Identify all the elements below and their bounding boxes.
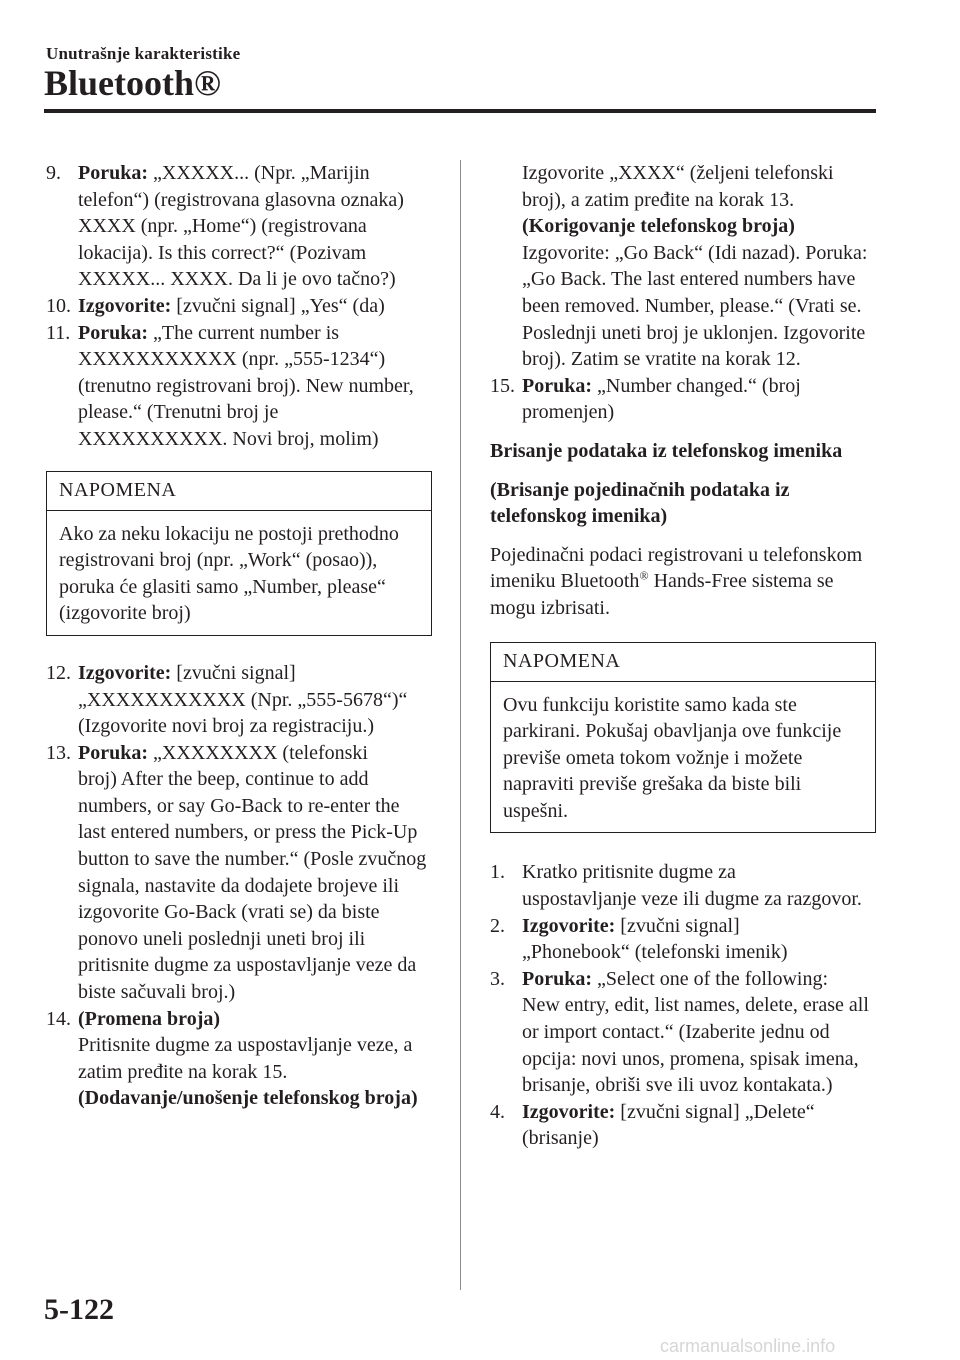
step-11	[46, 320, 432, 347]
note-box	[490, 642, 876, 834]
step-label: Izgovorite:	[78, 661, 172, 684]
registered-mark: ®	[639, 568, 649, 583]
step-text: „The current number is	[148, 321, 340, 344]
step-12-continuation: „XXXXXXXXXXX (Npr. „555-5678“)“ (Izgovorite novi broj za registraciju.)	[78, 688, 408, 738]
step-text: „XXXXX... (Npr. „Marijin	[148, 162, 370, 184]
step-label: (Promena broja)	[78, 1007, 221, 1030]
step-14-continuation: Pritisnite dugme za uspostavljanje veze, a zatim pređite na korak 15.	[78, 1034, 413, 1083]
step-12	[46, 660, 432, 687]
step-number: 3.	[490, 967, 505, 990]
step-number: 9.	[46, 162, 61, 184]
right-column	[490, 160, 876, 1152]
step-15	[490, 373, 876, 400]
step-text: [zvučni signal] „Yes“ (da)	[171, 294, 385, 317]
step-13-continuation: broj) After the beep, continue to add numbers, or say Go-Back to re-enter the last entered numbers, or press the Pick-Up button to save the number.“ (Posle zvučnog signala, nastavite da dodajete brojeve ili izgovorite Go-Back (vrati se) da biste ponovo uneli poslednji uneti broj ili pritisnite dugme za uspostavljanje veze da biste sačuvali broj.)	[78, 768, 427, 1004]
step-text: „Select one of the following:	[592, 967, 829, 990]
step-text: „Number changed.“ (broj	[592, 374, 801, 397]
note-body: Ovu funkciju koristite samo kada ste parkirani. Pokušaj obavljanja ove funkcije previše ometa tokom vožnje i možete napraviti previše grešaka da biste bili uspešni.	[503, 693, 842, 822]
step-number: 4.	[490, 1100, 505, 1123]
step-label: Izgovorite:	[522, 914, 616, 937]
left-column	[46, 160, 432, 1112]
page-title: Bluetooth®	[44, 63, 221, 103]
step-number: 15.	[490, 374, 515, 397]
step-1	[490, 859, 876, 886]
note-body: Ako za neku lokaciju ne postoji prethodno registrovani broj (npr. „Work“ (posao)), poruka će glasiti samo „Number, please“ (izgovorite broj)	[59, 522, 399, 625]
step-text: [zvučni signal] „Delete“	[615, 1100, 815, 1123]
intro-paragraph	[490, 542, 876, 622]
watermark: carmanualsonline.info	[660, 1336, 836, 1356]
step-text: Kratko pritisnite dugme za	[522, 861, 736, 884]
step-label: Poruka:	[78, 162, 148, 184]
subsection-heading: (Brisanje pojedinačnih podataka iz telefonskog imenika)	[490, 478, 790, 528]
step-text: [zvučni signal]	[171, 661, 296, 684]
step-14-continuation-right-2: Izgovorite: „Go Back“ (Idi nazad). Poruka: „Go Back. The last entered numbers have been removed. Number, please.“ (Vrati se. Poslednji uneti broj je uklonjen. Izgovorite broj). Zatim se vratite na korak 12.	[522, 241, 868, 371]
step-9-continuation: telefon“) (registrovana glasovna oznaka) XXXX (npr. „Home“) (registrovana lokacija). Is this correct?“ (Pozivam XXXXX... XXXX. Da li je ovo tačno?)	[78, 188, 404, 291]
step-number: 10.	[46, 294, 71, 317]
title-rule	[44, 109, 876, 113]
step-9	[46, 160, 432, 187]
step-label: Poruka:	[522, 967, 592, 990]
step-number: 13.	[46, 741, 71, 764]
section-kicker: Unutrašnje karakteristike	[46, 44, 241, 63]
section-heading: Brisanje podataka iz telefonskog imenika	[490, 439, 843, 462]
note-heading: NAPOMENA	[491, 643, 875, 682]
step-4-continuation: (brisanje)	[522, 1127, 599, 1150]
note-heading: NAPOMENA	[47, 472, 431, 511]
step-15-continuation: promenjen)	[522, 401, 615, 424]
column-divider	[460, 160, 461, 1290]
step-3	[490, 966, 876, 993]
step-number: 14.	[46, 1007, 71, 1030]
step-10	[46, 293, 432, 320]
step-1-continuation: uspostavljanje veze ili dugme za razgovor.	[522, 888, 862, 911]
intro-text-end: Hands-Free sistema se mogu izbrisati.	[490, 570, 834, 619]
step-text: „XXXXXXXX (telefonski	[148, 741, 368, 764]
step-number: 11.	[46, 321, 71, 344]
step-label: Poruka:	[78, 321, 148, 344]
step-14-subheading: (Dodavanje/unošenje telefonskog broja)	[78, 1087, 418, 1110]
step-label: Izgovorite:	[78, 294, 172, 317]
intro-text: Pojedinačni podaci registrovani u telefonskom imeniku Bluetooth	[490, 543, 863, 593]
page-number: 5-122	[44, 1293, 114, 1326]
step-label: Poruka:	[78, 741, 148, 764]
step-13	[46, 740, 432, 767]
step-14	[46, 1006, 432, 1033]
step-label: Poruka:	[522, 374, 592, 397]
step-number: 2.	[490, 914, 505, 937]
step-number: 12.	[46, 661, 71, 684]
step-text: [zvučni signal]	[615, 914, 740, 937]
step-3-continuation: New entry, edit, list names, delete, erase all or import contact.“ (Izaberite jednu od opcija: novi unos, promena, spisak imena, brisanje, obriši sve ili uvoz kontakata.)	[522, 994, 869, 1097]
step-2-continuation: „Phonebook“ (telefonski imenik)	[522, 941, 788, 964]
step-11-continuation: XXXXXXXXXXX (npr. „555-1234“) (trenutno registrovani broj). New number, please.“ (Trenutni broj je XXXXXXXXXX. Novi broj, molim)	[78, 348, 414, 450]
step-2	[490, 913, 876, 940]
step-4	[490, 1099, 876, 1126]
step-14-subheading-right: (Korigovanje telefonskog broja)	[522, 215, 795, 238]
step-number: 1.	[490, 861, 505, 884]
step-14-continuation-right: Izgovorite „XXXX“ (željeni telefonski broj), a zatim pređite na korak 13.	[522, 162, 834, 211]
step-label: Izgovorite:	[522, 1100, 616, 1123]
note-box	[46, 471, 432, 636]
